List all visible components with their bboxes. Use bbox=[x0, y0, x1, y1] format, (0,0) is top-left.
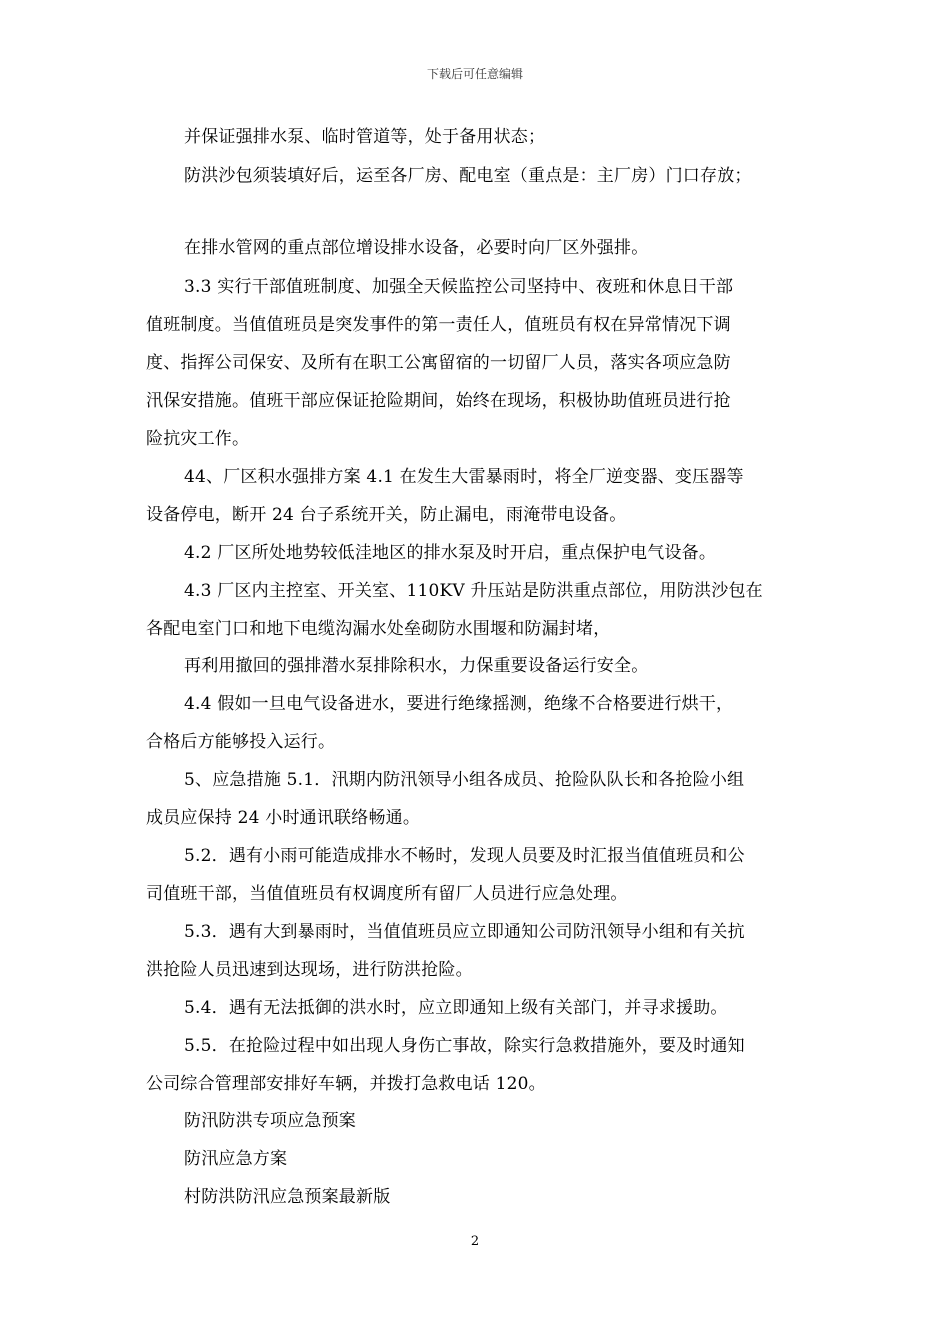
paragraph-line: 合格后方能够投入运行。 bbox=[146, 732, 336, 752]
paragraph-line: 5.3．遇有大到暴雨时，当值值班员应立即通知公司防汛领导小组和有关抗 bbox=[184, 922, 745, 942]
paragraph-line: 防汛应急方案 bbox=[184, 1149, 288, 1169]
paragraph-line: 公司综合管理部安排好车辆，并拨打急救电话 120。 bbox=[146, 1074, 546, 1094]
paragraph-line: 3.3 实行干部值班制度、加强全天候监控公司坚持中、夜班和休息日干部 bbox=[184, 277, 734, 297]
paragraph-line: 村防洪防汛应急预案最新版 bbox=[184, 1187, 391, 1207]
paragraph-line: 4.2 厂区所处地势较低洼地区的排水泵及时开启，重点保护电气设备。 bbox=[184, 543, 717, 563]
paragraph-line: 防汛防洪专项应急预案 bbox=[184, 1111, 356, 1131]
paragraph-line: 防洪沙包须装填好后，运至各厂房、配电室（重点是：主厂房）门口存放； bbox=[184, 166, 752, 186]
paragraph-line: 险抗灾工作。 bbox=[146, 429, 250, 449]
paragraph-line: 各配电室门口和地下电缆沟漏水处垒砌防水围堰和防漏封堵， bbox=[146, 619, 611, 639]
paragraph-line: 4.3 厂区内主控室、开关室、110KV 升压站是防洪重点部位，用防洪沙包在 bbox=[184, 581, 763, 601]
paragraph-line: 设备停电，断开 24 台子系统开关，防止漏电，雨淹带电设备。 bbox=[146, 505, 627, 525]
paragraph-line: 5.5．在抢险过程中如出现人身伤亡事故，除实行急救措施外，要及时通知 bbox=[184, 1036, 745, 1056]
paragraph-line: 度、指挥公司保安、及所有在职工公寓留宿的一切留厂人员，落实各项应急防 bbox=[146, 353, 731, 373]
paragraph-line: 洪抢险人员迅速到达现场，进行防洪抢险。 bbox=[146, 960, 473, 980]
paragraph-line: 5、应急措施 5.1．汛期内防汛领导小组各成员、抢险队队长和各抢险小组 bbox=[184, 770, 745, 790]
paragraph-line: 成员应保持 24 小时通讯联络畅通。 bbox=[146, 808, 421, 828]
page-header: 下载后可任意编辑 bbox=[426, 67, 523, 81]
paragraph-line: 汛保安措施。值班干部应保证抢险期间，始终在现场，积极协助值班员进行抢 bbox=[146, 391, 731, 411]
paragraph-line: 44、厂区积水强排方案 4.1 在发生大雷暴雨时，将全厂逆变器、变压器等 bbox=[184, 467, 744, 487]
paragraph-line: 4.4 假如一旦电气设备进水，要进行绝缘摇测，绝缘不合格要进行烘干， bbox=[184, 694, 734, 714]
paragraph-line: 5.2．遇有小雨可能造成排水不畅时，发现人员要及时汇报当值值班员和公 bbox=[184, 846, 745, 866]
paragraph-line: 在排水管网的重点部位增设排水设备，必要时向厂区外强排。 bbox=[184, 238, 649, 258]
paragraph-line: 值班制度。当值值班员是突发事件的第一责任人，值班员有权在异常情况下调 bbox=[146, 315, 731, 335]
paragraph-line: 再利用撤回的强排潜水泵排除积水，力保重要设备运行安全。 bbox=[184, 656, 649, 676]
paragraph-line: 5.4．遇有无法抵御的洪水时，应立即通知上级有关部门，并寻求援助。 bbox=[184, 998, 728, 1018]
paragraph-line: 并保证强排水泵、临时管道等，处于备用状态； bbox=[184, 127, 546, 147]
paragraph-line: 司值班干部，当值值班员有权调度所有留厂人员进行应急处理。 bbox=[146, 884, 628, 904]
page-number: 2 bbox=[470, 1234, 480, 1249]
